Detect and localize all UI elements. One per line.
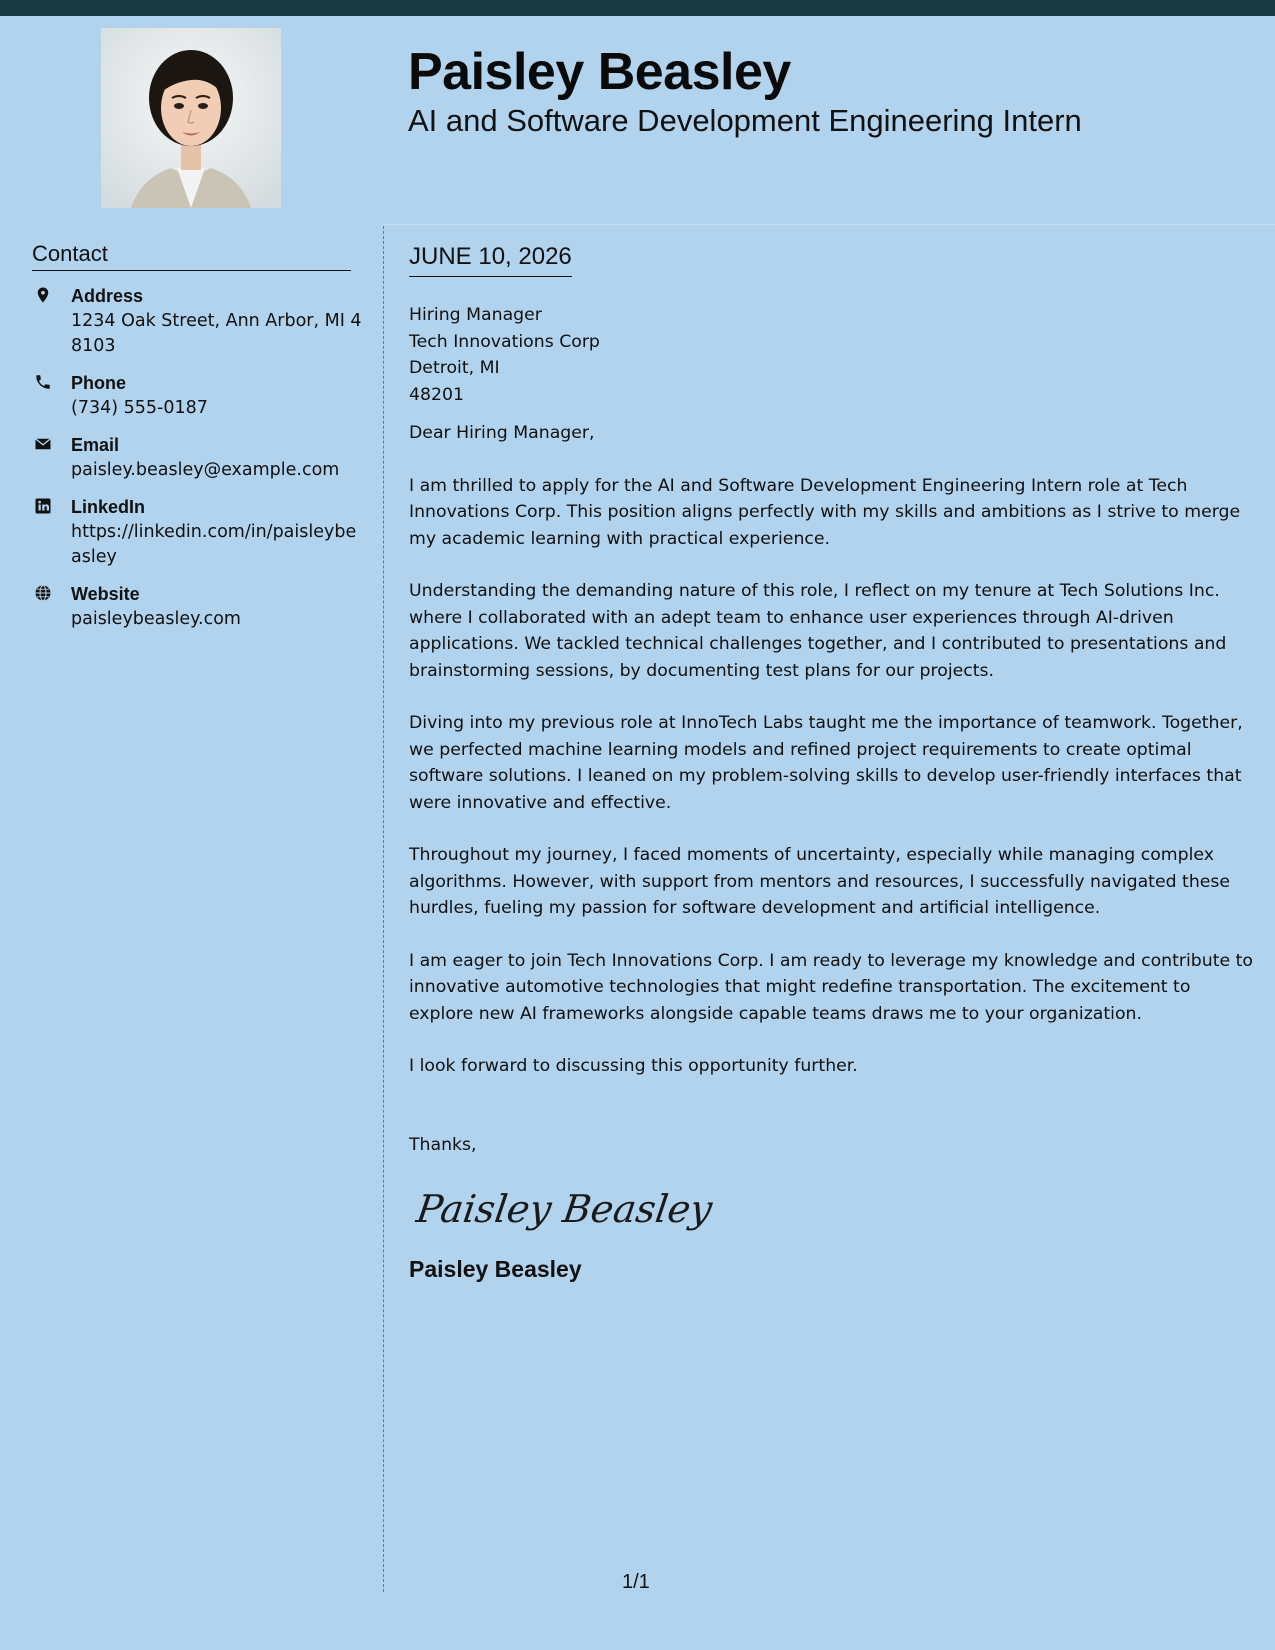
candidate-role: AI and Software Development Engineering Intern bbox=[408, 103, 1082, 138]
envelope-icon bbox=[34, 435, 52, 453]
signature-image bbox=[413, 1180, 715, 1236]
recipient-line: 48201 bbox=[409, 384, 464, 405]
contact-label: Website bbox=[71, 584, 140, 604]
contact-website bbox=[32, 582, 362, 632]
profile-photo bbox=[101, 28, 281, 208]
letter-body bbox=[409, 302, 1254, 1283]
contact-value[interactable]: https://linkedin.com/in/paisleybeasley bbox=[71, 522, 357, 567]
linkedin-icon bbox=[34, 497, 52, 515]
contact-value[interactable]: paisleybeasley.com bbox=[71, 609, 241, 629]
recipient-line: Hiring Manager bbox=[409, 305, 542, 325]
candidate-name: Paisley Beasley bbox=[408, 43, 791, 101]
recipient-line: Detroit, MI bbox=[409, 358, 500, 378]
top-accent-bar bbox=[0, 0, 1275, 16]
contact-label: Email bbox=[71, 435, 120, 455]
contact-heading: Contact bbox=[32, 241, 351, 271]
recipient-block bbox=[409, 302, 1254, 408]
contact-label: Phone bbox=[71, 373, 127, 393]
contact-label: LinkedIn bbox=[71, 497, 146, 517]
header-divider bbox=[384, 224, 1275, 225]
profile-photo-illustration bbox=[101, 28, 281, 208]
letter-paragraph: Diving into my previous role at InnoTech Labs taught me the importance of teamwork. Together, we perfected machine learning models and refined project requirements to create optimal software solutions. I leaned on my problem-solving skills to develop user-friendly interfaces that were innovative and effective. bbox=[409, 713, 1243, 813]
contact-linkedin bbox=[32, 495, 362, 570]
letter-paragraph: I look forward to discussing this opportunity further. bbox=[409, 1056, 858, 1076]
contact-email bbox=[32, 433, 362, 483]
letter-paragraph: Understanding the demanding nature of this role, I reflect on my tenure at Tech Solutions Inc. where I collaborated with an adept team to enhance user experiences through AI-driven applications. We tackled technical challenges together, and I contributed to presentations and brainstorming sessions, by documenting test plans for our projects. bbox=[409, 581, 1227, 681]
letter-date: JUNE 10, 2026 bbox=[409, 243, 572, 277]
contact-value: (734) 555-0187 bbox=[71, 398, 208, 418]
contact-list bbox=[32, 284, 362, 644]
signer-name: Paisley Beasley bbox=[409, 1256, 582, 1282]
contact-address bbox=[32, 284, 362, 359]
salutation: Dear Hiring Manager, bbox=[409, 423, 595, 443]
letter-paragraph: Throughout my journey, I faced moments of uncertainty, especially while managing complex algorithms. However, with support from mentors and resources, I successfully navigated these hurdles, fueling my passion for software development and artificial intelligence. bbox=[409, 845, 1231, 918]
contact-label: Address bbox=[71, 286, 144, 306]
contact-value: 1234 Oak Street, Ann Arbor, MI 48103 bbox=[71, 311, 362, 356]
page-number: 1/1 bbox=[622, 1571, 650, 1593]
contact-value[interactable]: paisley.beasley@example.com bbox=[71, 460, 340, 480]
globe-icon bbox=[34, 584, 52, 602]
letter-paragraph: I am thrilled to apply for the AI and Software Development Engineering Intern role at Tech Innovations Corp. This position aligns perfectly with my skills and ambitions as I strive to merge my academic learning with practical experience. bbox=[409, 475, 1241, 549]
handwritten-signature bbox=[413, 1180, 715, 1236]
column-divider bbox=[383, 226, 384, 1592]
map-pin-icon bbox=[34, 286, 52, 304]
recipient-line: Tech Innovations Corp bbox=[409, 331, 600, 352]
letter-paragraph: I am eager to join Tech Innovations Corp. I am ready to leverage my knowledge and contribute to innovative automotive technologies that might redefine transportation. The excitement to explore new AI frameworks alongside capable teams draws me to your organization. bbox=[409, 950, 1253, 1024]
contact-phone bbox=[32, 371, 362, 421]
phone-icon bbox=[34, 373, 52, 391]
signature-text: Paisley Beasley bbox=[413, 1188, 715, 1232]
closing: Thanks, bbox=[409, 1134, 477, 1155]
